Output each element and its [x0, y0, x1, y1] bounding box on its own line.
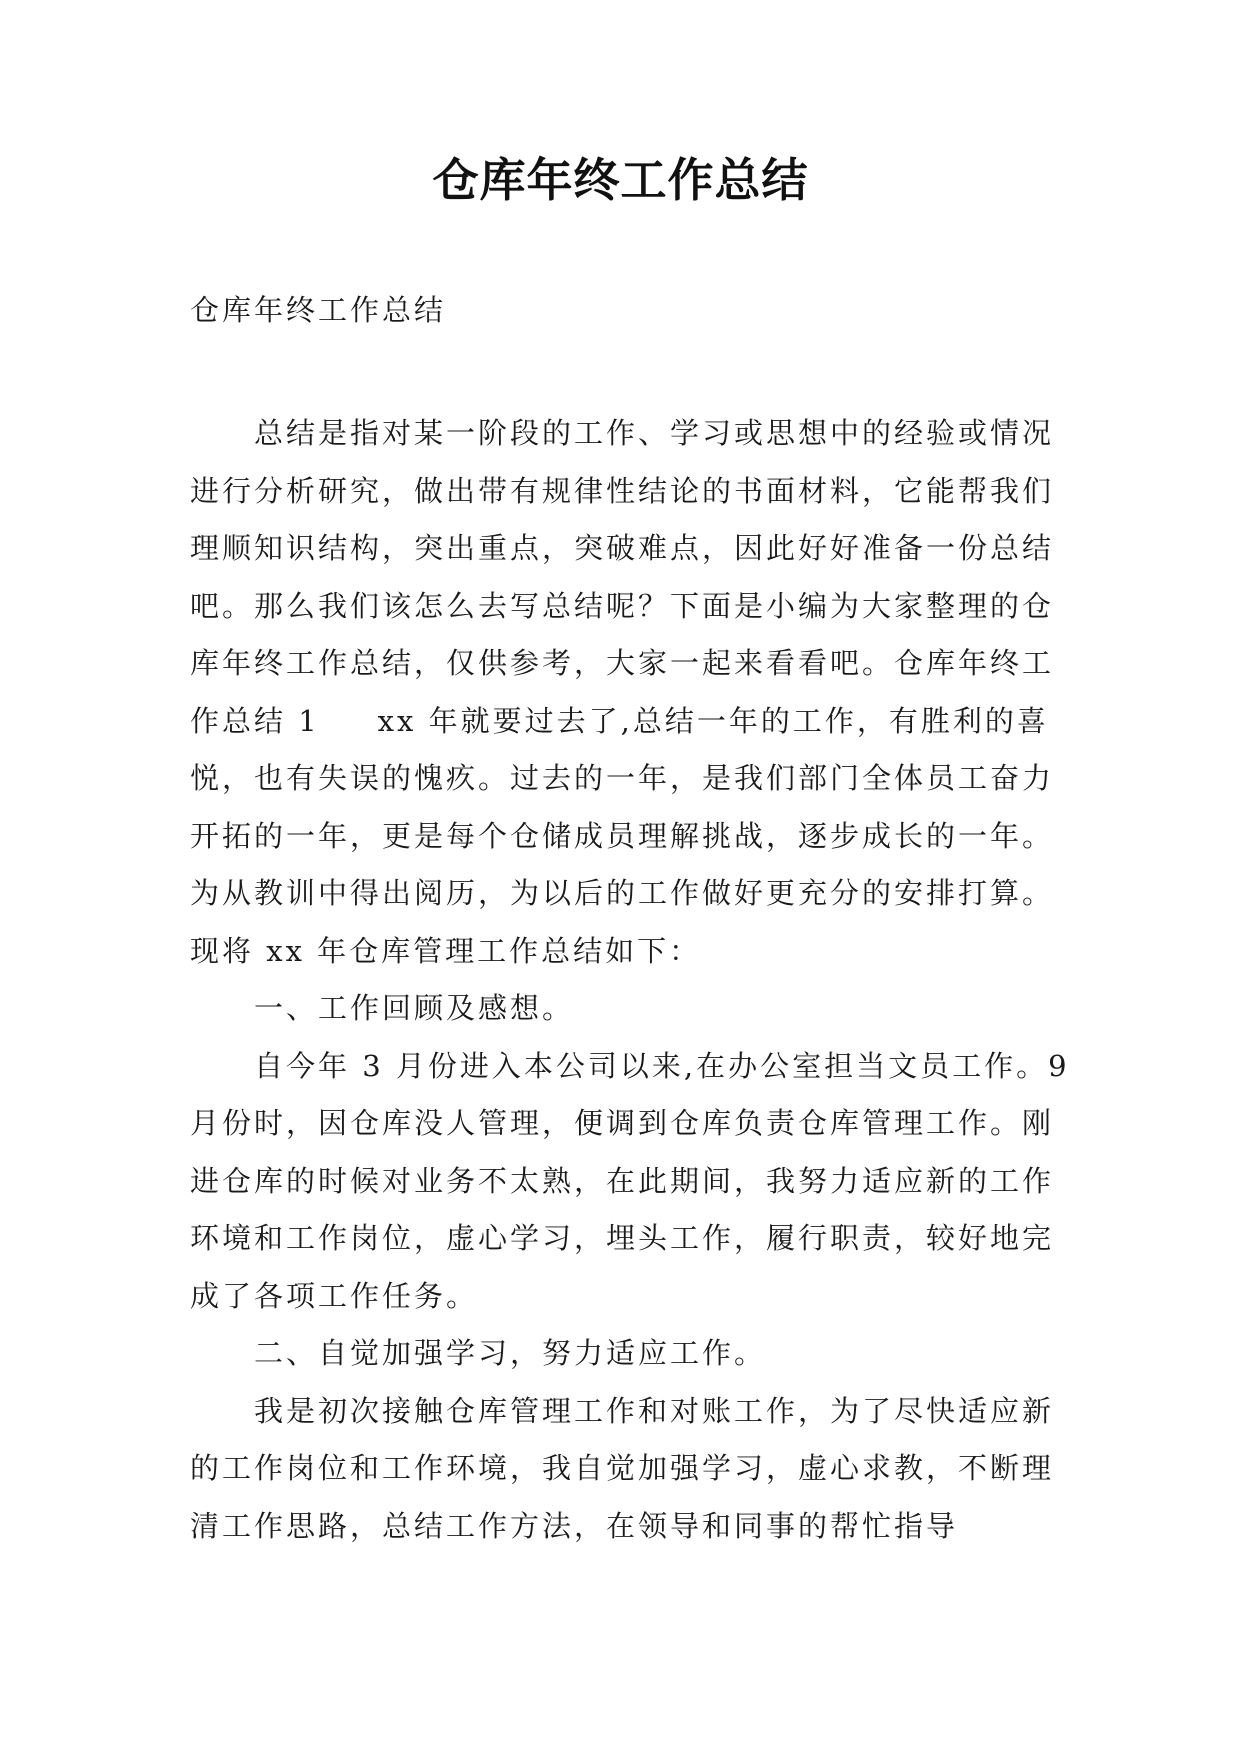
- intro-paragraph: [190, 405, 1070, 980]
- document-body: [190, 405, 1070, 1555]
- intro-text: 总结是指对某一阶段的工作、学习或思想中的经验或情况进行分析研究，做出带有规律性结论的书面材料，它能帮我们理顺知识结构，突出重点，突破难点，因此好好准备一份总结吧。那么我们该怎么去写总结呢？下面是小编为大家整理的仓库年终工作总结，仅供参考，大家一起来看看吧。: [190, 416, 1055, 680]
- heading-work-review: 一、工作回顾及感想。: [254, 991, 575, 1025]
- learning-paragraph: 我是初次接触仓库管理工作和对账工作，为了尽快适应新的工作岗位和工作环境，我自觉加强学习，虚心求教，不断理清工作思路，总结工作方法，在领导和同事的帮忙指导: [190, 1393, 1055, 1543]
- section-body: xx 年就要过去了,总结一年的工作，有胜利的喜悦，也有失误的愧疚。过去的一年，是我们部门全体员工奋力开拓的一年，更是每个仓储成员理解挑战，逐步成长的一年。为从教训中得出阅历，为以后的工作做好更充分的安排打算。现将 xx 年仓库管理工作总结如下：: [190, 703, 1055, 968]
- document-subtitle: 仓库年终工作总结: [190, 293, 447, 327]
- document-title: 仓库年终工作总结: [432, 153, 809, 207]
- heading-learning: 二、自觉加强学习，努力适应工作。: [254, 1336, 767, 1370]
- work-review-paragraph: 自今年 3 月份进入本公司以来,在办公室担当文员工作。9 月份时，因仓库没人管理，便调到仓库负责仓库管理工作。刚进仓库的时候对业务不太熟，在此期间，我努力适应新的工作环境和工作岗位，虚心学习，埋头工作，履行职责，较好地完成了各项工作任务。: [190, 1048, 1070, 1313]
- section-label: 仓库年终工作总结 1: [190, 646, 1055, 738]
